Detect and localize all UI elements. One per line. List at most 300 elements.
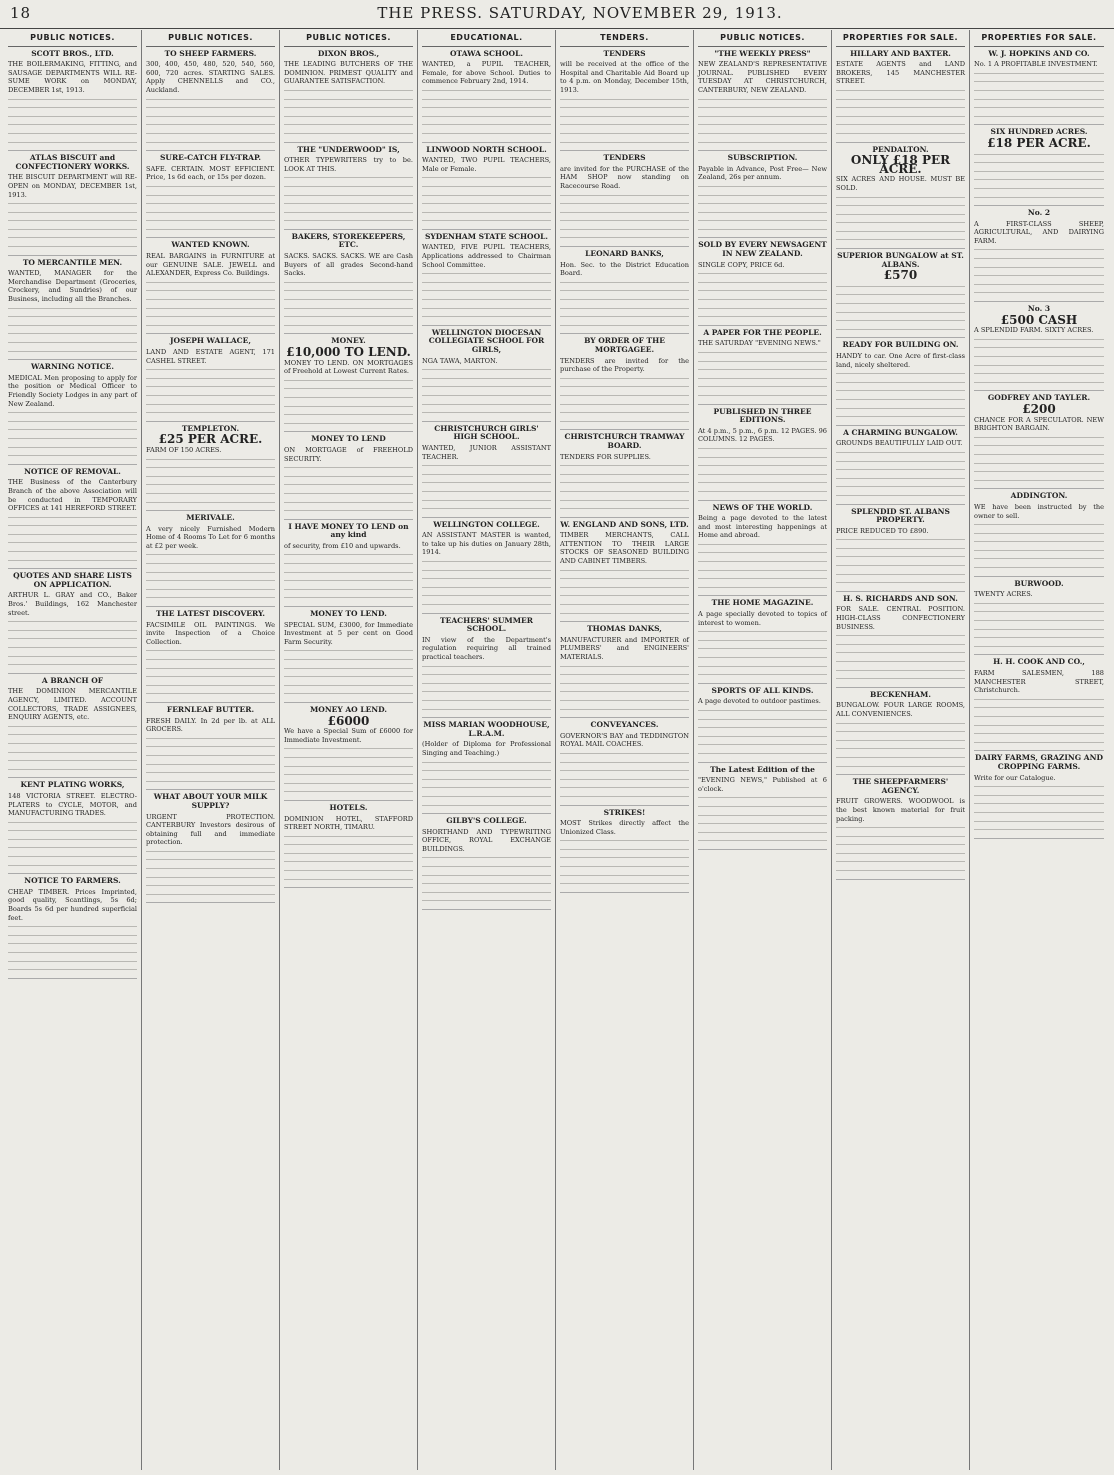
column-2 [142,30,280,1470]
ad-heading: TEMPLETON. [181,423,240,433]
ad-text: MANUFACTURER and IMPORTER of PLUMBERS' and ENGINEERS' MATERIALS. [560,635,689,661]
ad-heading: LEONARD BANKS, [585,249,664,259]
column-heading: PUBLIC NOTICES. [698,30,827,47]
body-text-lines [698,627,827,679]
advertisement [560,247,689,334]
ad-text: ESTATE AGENTS and LAND BROKERS, 145 MANCHESTER STREET. [836,60,965,86]
advertisement [974,47,1104,126]
column-heading: EDUCATIONAL. [422,30,551,47]
body-text-lines [698,444,827,496]
body-text-lines [284,86,413,138]
body-text-lines [146,550,275,602]
ad-heading: SYDENHAM STATE SCHOOL. [425,231,548,241]
body-text-lines [974,599,1104,651]
ad-heading: "THE WEEKLY PRESS" [714,48,811,58]
masthead-title: THE PRESS. SATURDAY, NOVEMBER 29, 1913. [377,4,783,22]
advertisement [146,334,275,421]
body-text-lines [836,193,965,245]
ad-text: THE DOMINION MERCANTILE AGENCY, LIMITED. ACCOUNT COLLECTORS, TRADE ASSIGNEES, ENQUIRY AGENTS, etc. [8,687,137,722]
ad-text: ON MORTGAGE of FREEHOLD SECURITY. [284,445,413,463]
ad-text: SIX ACRES AND HOUSE. MUST BE SOLD. [836,175,965,192]
page-number: 18 [10,4,32,22]
body-text-lines [560,461,689,513]
ad-heading: NEWS OF THE WORLD. [712,502,813,512]
ad-text: THE Business of the Canterbury Branch of the above Association will be conducted in TEMPORARY OFFICES at 141 HEREFORD STREET. [8,478,137,513]
body-text-lines [974,433,1104,485]
advertisement [8,465,137,570]
ad-text: BUNGALOW. FOUR LARGE ROOMS, ALL CONVENIENCES. [836,701,965,718]
ad-heading: SCOTT BROS., LTD. [31,48,114,58]
ad-heading: SUBSCRIPTION. [727,153,798,163]
ad-text: ARTHUR L. GRAY and CO., Baker Bros.' Buildings, 162 Manchester street. [8,591,137,617]
body-text-lines [284,463,413,515]
ad-text: We have a Special Sum of £6000 for Immediate Investment. [284,727,413,744]
advertisement [974,125,1104,206]
ad-heading: I HAVE MONEY TO LEND on any kind [288,521,409,540]
advertisement [836,426,965,505]
column-4 [418,30,556,1470]
advertisement [560,430,689,517]
ad-text: HANDY to car. One Acre of first-class land, nicely sheltered. [836,352,965,369]
ad-text: GROUNDS BEAUTIFULLY LAID OUT. [836,439,963,448]
body-text-lines [284,832,413,884]
column-5 [556,30,694,1470]
body-text-lines [836,631,965,683]
ad-heading: DIXON BROS., [317,48,380,58]
body-text-lines [422,461,551,513]
ad-text: SHORTHAND AND TYPEWRITING OFFICE, ROYAL EXCHANGE BUILDINGS. [422,827,551,853]
body-text-lines [422,365,551,417]
body-text-lines [284,646,413,698]
advertisement [146,790,275,903]
body-text-lines [146,646,275,698]
ad-heading: SUPERIOR BUNGALOW at ST. ALBANS. [837,251,964,269]
ad-text: A FIRST-CLASS SHEEP, AGRICULTURAL, AND DAIRYING FARM. [974,219,1104,245]
ad-text: A page devoted to outdoor pastimes. [698,697,821,706]
body-text-lines [974,69,1104,121]
body-text-lines [836,282,965,334]
ad-heading: QUOTES AND SHARE LISTS ON APPLICATION. [13,571,132,589]
advertisement [284,703,413,801]
advertisement [422,718,551,814]
ad-heading: PENDALTON. [872,144,929,154]
body-text-lines [560,566,689,618]
body-text-lines [974,335,1104,387]
ad-text: are invited for the PURCHASE of the HAM SHOP now standing on Racecourse Road. [560,164,689,190]
body-text-lines [284,744,413,796]
columns-container [4,30,1110,1470]
ad-heading: No. 3 [1027,304,1051,314]
ad-text: WANTED, JUNIOR ASSISTANT TEACHER. [422,443,551,461]
advertisement [8,778,137,874]
column-7 [832,30,970,1470]
body-text-lines [836,86,965,138]
advertisement [698,501,827,597]
ad-heading: HILLARY AND BAXTER. [850,48,951,58]
ad-heading: MONEY TO LEND. [310,609,387,619]
advertisement [146,238,275,334]
advertisement [146,47,275,152]
ad-highlight: £570 [883,268,918,283]
ad-heading: BAKERS, STOREKEEPERS, ETC. [291,231,406,250]
ad-heading: TO MERCANTILE MEN. [22,257,123,267]
ad-heading: NOTICE TO FARMERS. [24,876,121,886]
ad-heading: TO SHEEP FARMERS. [164,48,257,58]
ad-text: WANTED, a PUPIL TEACHER, Female, for above School. Duties to commence February 2nd, 1914. [422,60,551,86]
advertisement [284,334,413,432]
ad-text: Hon. Sec. to the District Education Board. [560,260,689,278]
ad-heading: A CHARMING BUNGALOW. [843,427,958,437]
ad-heading: DAIRY FARMS, GRAZING AND CROPPING FARMS. [975,753,1103,771]
ad-heading: MONEY TO LEND [311,434,386,444]
advertisement [8,256,137,361]
column-heading: PUBLIC NOTICES. [8,30,137,47]
column-heading: PROPERTIES FOR SALE. [836,30,965,47]
advertisement [836,775,965,880]
body-text-lines [8,722,137,774]
ad-heading: WARNING NOTICE. [30,362,114,372]
ad-text: FARM SALESMEN, 188 MANCHESTER STREET, Christchurch. [974,669,1104,695]
advertisement [8,569,137,674]
ad-text: DOMINION HOTEL, STAFFORD STREET NORTH, TIMARU. [284,814,413,832]
ad-heading: BURWOOD. [1014,578,1064,588]
ad-heading: W. ENGLAND AND SONS, LTD. [560,519,689,529]
advertisement [8,360,137,465]
body-text-lines [560,191,689,243]
advertisement [698,151,827,238]
ad-heading: JOSEPH WALLACE, [170,336,251,346]
ad-heading: NOTICE OF REMOVAL. [24,466,121,476]
ad-heading: W. J. HOPKINS AND CO. [988,48,1090,58]
body-text-lines [8,304,137,356]
advertisement [974,655,1104,751]
advertisement [146,511,275,607]
body-text-lines [284,278,413,330]
ad-text: URGENT PROTECTION. CANTERBURY Investors desirous of obtaining full and immediate protection. [146,812,275,847]
advertisement [974,302,1104,391]
body-text-lines [8,818,137,870]
body-text-lines [284,376,413,428]
ad-highlight: £18 PER ACRE. [987,135,1091,150]
advertisement [284,432,413,519]
ad-heading: THE LATEST DISCOVERY. [156,609,265,619]
advertisement [284,47,413,143]
advertisement [974,577,1104,656]
ad-heading: LINWOOD NORTH SCHOOL. [426,144,547,154]
advertisement [422,230,551,326]
body-text-lines [836,535,965,587]
ad-text: At 4 p.m., 5 p.m., 6 p.m. 12 PAGES. 96 COLUMNS. 12 PAGES. [698,426,827,444]
body-text-lines [698,95,827,147]
body-text-lines [560,95,689,147]
advertisement [422,422,551,518]
ad-text: THE BOILERMAKING, FITTING, and SAUSAGE DEPARTMENTS WILL RE-SUME WORK on MONDAY, DECEMBER 1st, 1913. [8,60,137,94]
body-text-lines [698,540,827,592]
body-text-lines [422,853,551,905]
ad-heading: WHAT ABOUT YOUR MILK SUPPLY? [153,792,268,810]
advertisement [146,703,275,790]
advertisement [422,614,551,719]
advertisement [836,249,965,338]
ad-heading: CHRISTCHURCH TRAMWAY BOARD. [564,432,685,450]
body-text-lines [974,782,1104,834]
advertisement [560,806,689,893]
ad-heading: CHRISTCHURCH GIRLS' HIGH SCHOOL. [434,423,539,442]
ad-text: THE BISCUIT DEPARTMENT will RE-OPEN on MONDAY, DECEMBER 1st, 1913. [8,173,137,199]
ad-heading: WELLINGTON DIOCESAN COLLEGIATE SCHOOL FOR GIRLS, [428,327,545,354]
ad-heading: ATLAS BISCUIT and CONFECTIONERY WORKS. [15,153,130,171]
advertisement [146,151,275,238]
ad-heading: THE SHEEPFARMERS' AGENCY. [852,777,949,795]
ad-text: FARM OF 150 ACRES. [146,445,222,454]
body-text-lines [560,749,689,801]
ad-text: FRESH DAILY. In 2d per lb. at ALL GROCERS. [146,716,275,734]
body-text-lines [698,348,827,400]
ad-text: THE SATURDAY "EVENING NEWS." [698,339,821,348]
advertisement [836,688,965,775]
advertisement [698,596,827,683]
ad-text: SINGLE COPY, PRICE 6d. [698,260,785,269]
body-text-lines [698,793,827,845]
column-heading: TENDERS. [560,30,689,47]
body-text-lines [146,182,275,234]
advertisement [974,751,1104,838]
body-text-lines [422,269,551,321]
body-text-lines [146,455,275,507]
body-text-lines [560,278,689,330]
ad-highlight: £10,000 TO LEND. [286,345,411,359]
column-heading: PROPERTIES FOR SALE. [974,30,1104,47]
ad-text: AN ASSISTANT MASTER is wanted, to take up his duties on January 28th, 1914. [422,531,551,557]
ad-heading: STRIKES! [603,807,646,817]
ad-heading: HOTELS. [329,802,368,812]
ad-heading: CONVEYANCES. [590,720,659,730]
ad-text: of security, from £10 and upwards. [284,541,401,550]
advertisement [422,518,551,614]
advertisement [698,47,827,152]
body-text-lines [422,662,551,714]
body-text-lines [836,719,965,771]
body-text-lines [422,173,551,225]
ad-text: SACKS. SACKS. SACKS. WE are Cash Buyers of all grades Second-hand Sacks. [284,252,413,278]
advertisement [836,47,965,143]
advertisement [836,505,965,592]
advertisement [698,326,827,405]
body-text-lines [284,550,413,602]
ad-heading: SPORTS OF ALL KINDS. [711,685,814,695]
body-text-lines [8,95,137,147]
advertisement [284,520,413,607]
body-text-lines [560,662,689,714]
ad-text: REAL BARGAINS in FURNITURE at our GENUINE SALE. JEWELL and ALEXANDER, Express Co. Buildings. [146,252,275,278]
body-text-lines [974,520,1104,572]
body-text-lines [422,758,551,810]
ad-heading: H. H. COOK AND CO., [993,657,1085,667]
ad-highlight: £500 CASH [1000,312,1078,327]
ad-heading: WANTED KNOWN. [171,240,250,250]
ad-text: A very nicely Furnished Modern Home of 4 Rooms To Let for 6 months at £2 per week. [146,524,275,550]
ad-heading: SPLENDID ST. ALBANS PROPERTY. [851,506,950,525]
column-3 [280,30,418,1470]
advertisement [146,607,275,703]
ad-heading: MONEY AO LEND. [309,704,388,714]
ad-text: CHEAP TIMBER. Prices Imprinted, good quality, Scantlings, 5s 6d; Boards 5s 6d per hundred superficial feet. [8,887,137,922]
ad-text: WANTED, MANAGER for the Merchandise Department (Groceries, Crockery, and Sundries) of our Business, including all the Branches. [8,269,137,304]
body-text-lines [974,245,1104,297]
ad-text: Payable in Advance, Post Free— New Zealand, 26s per annum. [698,164,827,182]
advertisement [560,622,689,718]
ad-heading: THE HOME MAGAZINE. [711,598,814,608]
advertisement [422,47,551,143]
ad-heading: MISS MARIAN WOODHOUSE, L.R.A.M. [423,720,550,738]
body-text-lines [8,617,137,669]
body-text-lines [974,695,1104,747]
ad-text: TIMBER MERCHANTS, CALL ATTENTION TO THEIR LARGE STOCKS OF SEASONED BUILDING AND CABINET TIMBERS. [560,531,689,566]
advertisement [560,151,689,247]
ad-text: SAFE. CERTAIN. MOST EFFICIENT. Price, 1s 6d each, or 15s per dozen. [146,164,275,182]
column-1 [4,30,142,1470]
advertisement [284,143,413,230]
body-text-lines [146,95,275,147]
advertisement [698,405,827,501]
body-text-lines [836,823,965,875]
ad-text: LAND AND ESTATE AGENT, 171 CASHEL STREET. [146,348,275,365]
ad-text: WANTED, TWO PUPIL TEACHERS, Male or Female. [422,156,551,173]
ad-text: A SPLENDID FARM. SIXTY ACRES. [974,326,1094,335]
advertisement [974,391,1104,489]
ad-heading: MERIVALE. [186,513,235,523]
ad-text: SPECIAL SUM, £3000, for Immediate Investment at 5 per cent on Good Farm Security. [284,620,413,646]
body-text-lines [8,922,137,974]
ad-heading: KENT PLATING WORKS, [20,780,125,790]
advertisement [146,422,275,511]
ad-heading: ADDINGTON. [1010,491,1068,501]
body-text-lines [560,836,689,888]
advertisement [422,814,551,910]
body-text-lines [698,182,827,234]
ad-text: TENDERS are invited for the purchase of the Property. [560,356,689,374]
masthead [0,0,1114,29]
advertisement [560,334,689,430]
advertisement [422,326,551,422]
ad-text: 148 VICTORIA STREET. ELECTRO-PLATERS to CYCLE, MOTOR, and MANUFACTURING TRADES. [8,791,137,818]
ad-heading: BY ORDER OF THE MORTGAGEE. [584,336,665,354]
ad-heading: OTAWA SCHOOL. [450,48,523,58]
ad-heading: PUBLISHED IN THREE EDITIONS. [713,406,812,425]
ad-text: NEW ZEALAND'S REPRESENTATIVE JOURNAL. PUBLISHED EVERY TUESDAY AT CHRISTCHURCH, CANTERBURY, NEW ZEALAND. [698,60,827,94]
ad-text: GOVERNOR'S BAY and TEDDINGTON ROYAL MAIL COACHES. [560,731,689,749]
ad-text: THE LEADING BUTCHERS OF THE DOMINION. PRIMEST QUALITY and GUARANTEE SATISFACTION. [284,60,413,86]
advertisement [284,607,413,703]
ad-text: CHANCE FOR A SPECULATOR. NEW BRIGHTON BARGAIN. [974,415,1104,433]
advertisement [698,763,827,850]
advertisement [974,206,1104,302]
ad-text: "EVENING NEWS," Published at 6 o'clock. [698,776,827,793]
advertisement [422,143,551,230]
advertisement [560,47,689,152]
column-heading: PUBLIC NOTICES. [146,30,275,47]
ad-heading: READY FOR BUILDING ON. [842,340,959,350]
column-heading: PUBLIC NOTICES. [284,30,413,47]
ad-text: No. 1 A PROFITABLE INVESTMENT. [974,60,1098,69]
body-text-lines [560,374,689,426]
ad-heading: THE "UNDERWOOD" IS, [297,144,400,154]
ad-text: MOST Strikes directly affect the Unionized Class. [560,819,689,836]
ad-text: Being a page devoted to the latest and most interesting happenings at Home and abroad. [698,514,827,540]
ad-text: FOR SALE. CENTRAL POSITION. HIGH-CLASS CONFECTIONERY BUSINESS. [836,605,965,631]
body-text-lines [698,706,827,758]
ad-text: Write for our Catalogue. [974,773,1056,782]
ad-highlight: £25 PER ACRE. [158,432,263,447]
ad-text: MEDICAL Men proposing to apply for the position or Medical Officer to Friendly Society Lodges in any part of New Zealand. [8,373,137,408]
body-text-lines [146,847,275,899]
advertisement [698,684,827,763]
ad-text: WE have been instructed by the owner to sell. [974,502,1104,520]
body-text-lines [8,408,137,460]
column-6 [694,30,832,1470]
ad-text: 300, 400, 450, 480, 520, 540, 560, 600, 720 acres. STARTING SALES. Apply CHENNELLS and CO., Auckland. [146,60,275,94]
ad-text: TENDERS FOR SUPPLIES. [560,452,651,461]
ad-heading: MONEY. [331,336,366,346]
column-8 [970,30,1108,1470]
body-text-lines [698,269,827,321]
ad-heading: SURE-CATCH FLY-TRAP. [159,153,261,163]
body-text-lines [8,199,137,251]
ad-heading: TENDERS [603,48,646,58]
body-text-lines [8,513,137,565]
advertisement [8,47,137,152]
body-text-lines [146,365,275,417]
ad-heading: FERNLEAF BUTTER. [166,704,255,714]
ad-heading: GILBY'S COLLEGE. [446,816,527,826]
advertisement [836,592,965,688]
ad-heading: GODFREY AND TAYLER. [987,393,1091,403]
ad-heading: SOLD BY EVERY NEWSAGENT IN NEW ZEALAND. [698,240,827,259]
ad-text: WANTED, FIVE PUPIL TEACHERS, Applications addressed to Chairman School Committee. [422,243,551,269]
body-text-lines [284,173,413,225]
ad-text: will be received at the office of the Hospital and Charitable Aid Board up to 4 p.m. on Monday, December 15th, 1913. [560,60,689,94]
body-text-lines [146,278,275,330]
ad-text: FRUIT GROWERS. WOODWOOL is the best known material for fruit packing. [836,797,965,823]
ad-heading: WELLINGTON COLLEGE. [433,519,540,529]
ad-text: OTHER TYPEWRITERS try to be. LOOK AT THIS. [284,156,413,173]
ad-highlight: ONLY £18 PER ACRE. [850,153,951,176]
ad-text: FACSIMILE OIL PAINTINGS. We invite Inspection of a Choice Collection. [146,620,275,646]
advertisement [8,151,137,256]
advertisement [698,238,827,325]
advertisement [284,230,413,335]
ad-heading: TENDERS [603,153,646,163]
advertisement [284,801,413,888]
advertisement [8,874,137,979]
ad-text: NGA TAWA, MARTON. [422,356,498,365]
advertisement [974,489,1104,576]
ad-highlight: £6000 [327,713,370,728]
advertisement [836,338,965,425]
ad-heading: SIX HUNDRED ACRES. [990,127,1088,137]
ad-heading: TEACHERS' SUMMER SCHOOL. [440,615,533,634]
ad-heading: A BRANCH OF [41,675,104,685]
ad-text: TWENTY ACRES. [974,590,1033,599]
ad-text: IN view of the Department's regulation requiring all trained practical teachers. [422,635,551,661]
body-text-lines [836,448,965,500]
advertisement [560,518,689,623]
body-text-lines [422,557,551,609]
ad-heading: A PAPER FOR THE PEOPLE. [703,327,822,337]
ad-heading: No. 2 [1027,208,1051,218]
ad-highlight: £200 [1022,401,1056,416]
ad-text: MONEY TO LEND. ON MORTGAGES of Freehold at Lowest Current Rates. [284,358,413,376]
